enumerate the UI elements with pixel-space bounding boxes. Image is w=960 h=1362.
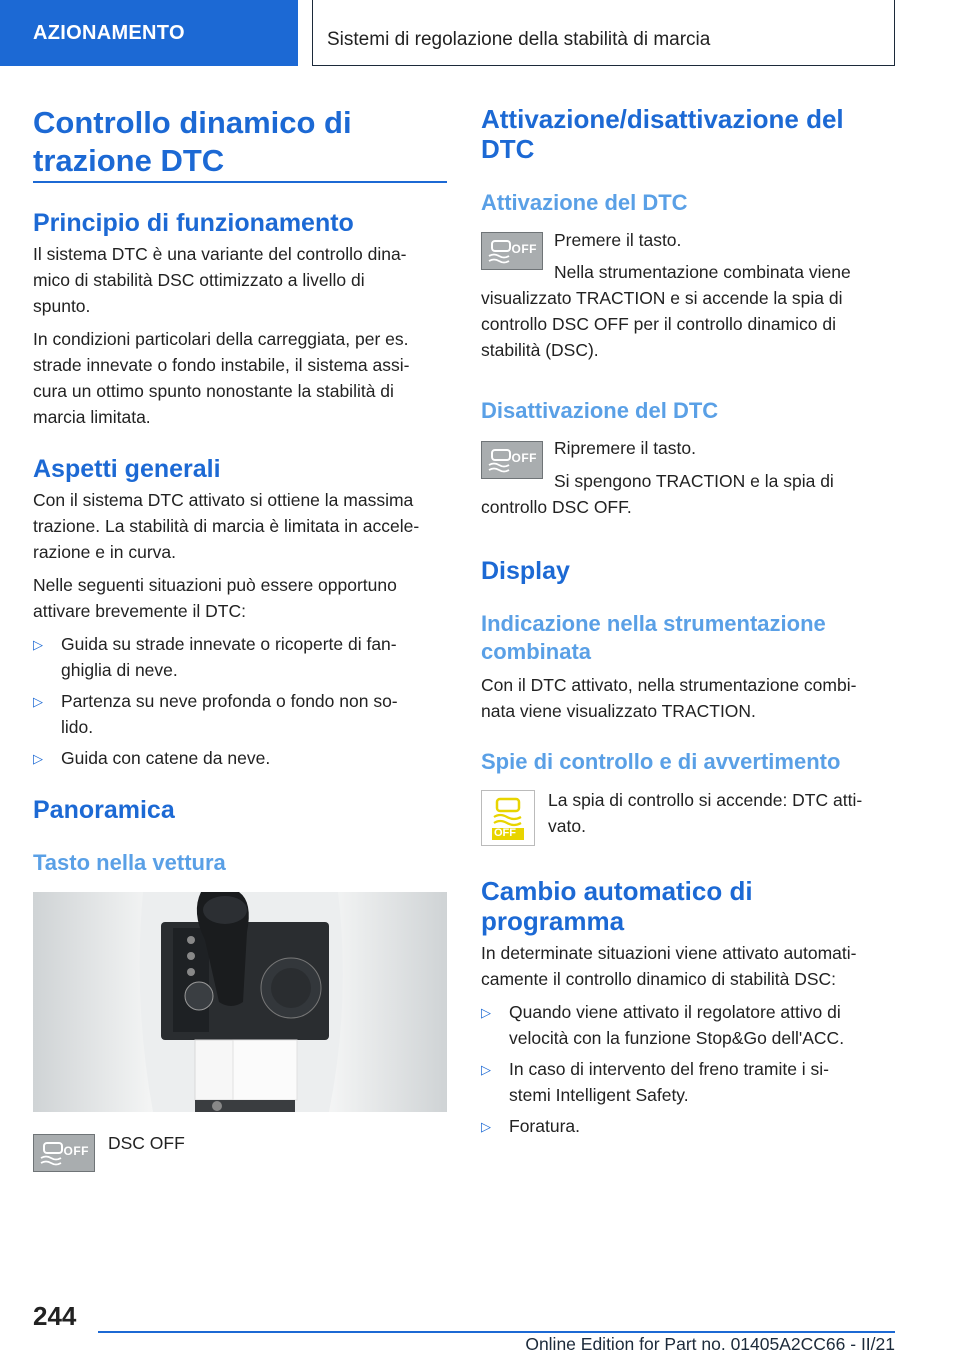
center-console-illustration: [33, 892, 447, 1112]
list-item: [481, 1057, 891, 1109]
title-rule: [33, 181, 447, 183]
general-heading: Aspetti generali: [33, 455, 221, 483]
auto-heading-line-1: Cambio automatico di: [481, 876, 753, 906]
principle-p1-l3: spunto.: [33, 296, 91, 316]
deactivate-p2-l2: controllo DSC OFF.: [481, 497, 632, 517]
indic-heading-line-2: combinata: [481, 639, 592, 664]
deactivate-heading: Disattivazione del DTC: [481, 398, 719, 423]
deactivate-step: Ripremere il tasto.: [554, 438, 696, 458]
general-p2-l2: attivare brevemente il DTC:: [33, 601, 246, 621]
list-item-line: ghiglia di neve.: [61, 660, 178, 680]
principle-p1-l1: Il sistema DTC è una variante del controllo dina-: [33, 244, 407, 264]
list-item-line: stemi Intelligent Safety.: [509, 1085, 689, 1105]
triangle-bullet-icon: ▷: [481, 1119, 491, 1134]
center-console-photo: [33, 892, 447, 1112]
footer-edition: Online Edition for Part no. 01405A2CC66 - II/21: [525, 1334, 895, 1354]
dsc-off-button-icon: [481, 232, 543, 270]
dsc-off-button-icon: [33, 1134, 95, 1172]
activate-p2-l3: controllo DSC OFF per il controllo dinamico di: [481, 314, 836, 334]
general-p1-l3: razione e in curva.: [33, 542, 176, 562]
act-heading-line-2: DTC: [481, 134, 535, 164]
principle-p2-l1: In condizioni particolari della carreggiata, per es.: [33, 329, 409, 349]
auto-heading-line-2: programma: [481, 906, 625, 936]
triangle-bullet-icon: ▷: [33, 694, 43, 709]
list-item: [33, 689, 447, 741]
list-item: [33, 746, 447, 772]
triangle-bullet-icon: ▷: [481, 1062, 491, 1077]
list-item: [481, 1114, 891, 1140]
triangle-bullet-icon: ▷: [33, 637, 43, 652]
display-heading: Display: [481, 557, 570, 585]
list-item-line: velocità con la funzione Stop&Go dell'ACC.: [509, 1028, 845, 1048]
activate-p2-l1: Nella strumentazione combinata viene: [554, 262, 851, 282]
auto-p-l1: In determinate situazioni viene attivato automati-: [481, 943, 857, 963]
list-item-line: Quando viene attivato il regolatore attivo di: [509, 1002, 841, 1022]
list-item-line: Foratura.: [509, 1116, 580, 1136]
triangle-bullet-icon: ▷: [481, 1005, 491, 1020]
page-title-line-2: trazione DTC: [33, 143, 225, 178]
activate-heading: Attivazione del DTC: [481, 190, 688, 215]
principle-p2-l2: strade innevate o fondo instabile, il sistema assi-: [33, 355, 410, 375]
general-p2-l1: Nelle seguenti situazioni può essere opportuno: [33, 575, 397, 595]
off-label: OFF: [511, 451, 537, 465]
indic-heading-line-1: Indicazione nella strumentazione: [481, 611, 826, 636]
list-item-line: lido.: [61, 717, 94, 737]
overview-heading: Panoramica: [33, 796, 175, 824]
principle-heading: Principio di funzionamento: [33, 209, 354, 237]
general-p1-l1: Con il sistema DTC attivato si ottiene la massima: [33, 490, 414, 510]
lights-p-l1: La spia di controllo si accende: DTC atti-: [548, 790, 863, 810]
activate-p2-l2: visualizzato TRACTION e si accende la spia di: [481, 288, 843, 308]
principle-p1-l2: mico di stabilità DSC ottimizzato a livello di: [33, 270, 365, 290]
dsc-off-button-icon: [481, 441, 543, 479]
off-label: OFF: [63, 1144, 89, 1158]
lights-heading: Spie di controllo e di avvertimento: [481, 749, 841, 774]
warning-off-label: OFF: [494, 827, 516, 839]
list-item-line: In caso di intervento del freno tramite i si-: [509, 1059, 830, 1079]
activate-step: Premere il tasto.: [554, 230, 682, 250]
auto-p-l2: camente il controllo dinamico di stabilità DSC:: [481, 969, 837, 989]
section-tab: AZIONAMENTO: [0, 0, 298, 66]
list-item-line: Guida con catene da neve.: [61, 748, 271, 768]
general-p1-l2: trazione. La stabilità di marcia è limitata in accele-: [33, 516, 420, 536]
list-item-line: Guida su strade innevate o ricoperte di fan-: [61, 634, 397, 654]
list-item: [481, 1000, 891, 1052]
button-heading: Tasto nella vettura: [33, 850, 226, 875]
page-title-line-1: Controllo dinamico di: [33, 105, 352, 140]
page-number: 244: [33, 1301, 77, 1331]
triangle-bullet-icon: ▷: [33, 751, 43, 766]
principle-p2-l4: marcia limitata.: [33, 407, 151, 427]
indic-p-l1: Con il DTC attivato, nella strumentazione combi-: [481, 675, 857, 695]
footer-rule: [98, 1331, 895, 1333]
deactivate-p2-l1: Si spengono TRACTION e la spia di: [554, 471, 834, 491]
activate-p2-l4: stabilità (DSC).: [481, 340, 599, 360]
off-label: OFF: [511, 242, 537, 256]
list-item-line: Partenza su neve profonda o fondo non so-: [61, 691, 398, 711]
list-item: [33, 632, 447, 684]
page-header-title: Sistemi di regolazione della stabilità di marcia: [312, 0, 895, 66]
indic-p-l2: nata viene visualizzato TRACTION.: [481, 701, 756, 721]
dsc-off-label: DSC OFF: [108, 1133, 185, 1153]
dtc-warning-light-icon: [481, 790, 535, 846]
act-heading-line-1: Attivazione/disattivazione del: [481, 104, 844, 134]
principle-p2-l3: cura un ottimo spunto nonostante la stabilità di: [33, 381, 394, 401]
lights-p-l2: vato.: [548, 816, 586, 836]
